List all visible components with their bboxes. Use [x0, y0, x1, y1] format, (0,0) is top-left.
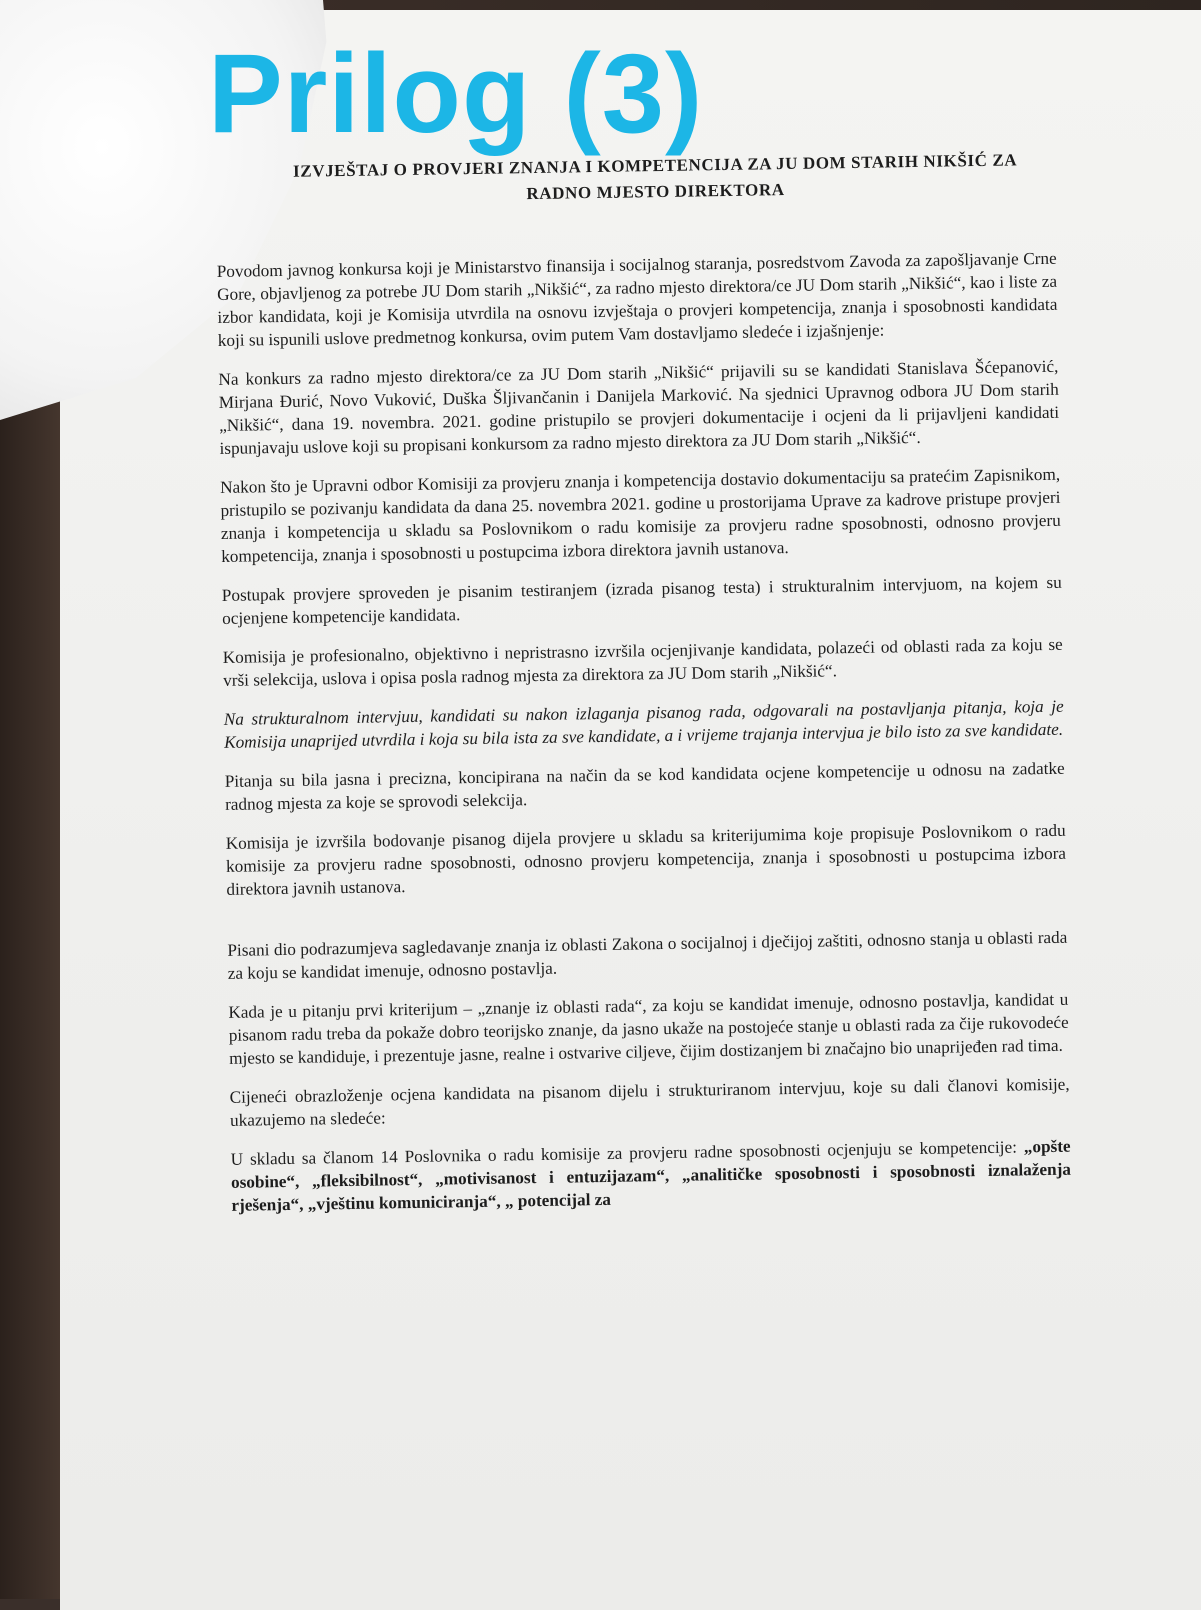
- paragraph-3: Nakon što je Upravni odbor Komisiji za provjeru znanja i kompetencija dostavio dokumentaciju sa pratećim Zapisnikom, pristupilo se pozivanju kandidata da dana 25. novembra 2021. godine u prostorijama Uprave za kadrove pristupe provjeri znanja i kompetencija u skladu sa Poslovnikom o radu komisije za provjeru radne sposobnosti, odnosno provjeru kompetencija, znanja i sposobnosti u postupcima izbora direktora javnih ustanova.: [219, 464, 1061, 566]
- paragraph-12-competencies: „opšte osobine“, „fleksibilnost“, „motivisanost i entuzijazam“, „analitičke sposobnosti i sposobnosti iznalaženja rješenja“, „vještinu komuniciranja“, „ potencijal za: [230, 1136, 1072, 1215]
- prilog-watermark: Prilog (3): [208, 31, 704, 156]
- paragraph-6: Na strukturalnom intervjuu, kandidati su nakon izlaganja pisanog rada, odgovarali na postavljanja pitanja, koja je Komisija unaprijed utvrdila i koja su bila ista za sve kandidate, a i vrijeme trajanja intervjua je bilo isto za sve kandidate.: [223, 696, 1064, 752]
- title-line-2: RADNO MJESTO DIREKTORA: [526, 180, 785, 204]
- paragraph-1: Povodom javnog konkursa koji je Ministarstvo finansija i socijalnog staranja, posredstvom Zavoda za zapošljavanje Crne Gore, objavljenog za potrebe JU Dom starih „Nikšić“, za radno mjesto direktora/ce JU Dom starih „Nikšić“, kao i liste za izbor kandidata, koji je Komisija utvrdila na osnovu izvještaja o provjeri kompetencija, znanja i sposobnosti kandidata koji su ispunili uslove predmetnog konkursa, ovim putem Vam dostavljamo sledeće i izjašnjenje:: [216, 248, 1058, 350]
- title-line-1: IZVJEŠTAJ O PROVJERI ZNANJA I KOMPETENCIJA ZA JU DOM STARIH NIKŠIĆ ZA: [292, 150, 1018, 181]
- paragraph-10: Kada je u pitanju prvi kriterijum – „znanje iz oblasti rada“, za koju se kandidat imenuje, odnosno postavlja, kandidat u pisanom radu treba da pokaže dobro teorijsko znanje, da jasno ukaže na postojeće stanje u oblasti rada za čije rukovodeće mjesto se kandiduje, i prezentuje jasne, realne i ostvarive ciljeve, čijim dostizanjem bi značajno bio unaprijeđen rad tima.: [228, 989, 1069, 1068]
- paragraph-12-intro: U skladu sa članom 14 Poslovnika o radu komisije za provjeru radne sposobnosti ocjenjuju se kompetencije:: [230, 1137, 1024, 1169]
- document-title: [255, 147, 1056, 212]
- paragraph-9: Pisani dio podrazumjeva sagledavanje znanja iz oblasti Zakona o socijalnoj i dječijoj zaštiti, odnosno stanja u oblasti rada za koju se kandidat imenuje, odnosno postavlja.: [227, 927, 1068, 983]
- document-body: [215, 147, 1072, 1233]
- paragraph-4: Postupak provjere sproveden je pisanim testiranjem (izrada pisanog testa) i strukturalnim intervjuom, na kojem su ocjenjene kompetencije kandidata.: [221, 572, 1062, 628]
- paragraph-7: Pitanja su bila jasna i precizna, koncipirana na način da se kod kandidata ocjene kompetencije u odnosu na zadatke radnog mjesta za koje se sprovodi selekcija.: [224, 758, 1065, 814]
- paragraph-8: Komisija je izvršila bodovanje pisanog dijela provjere u skladu sa kriterijumima koje propisuje Poslovnikom o radu komisije za provjeru radne sposobnosti, odnosno provjeru kompetencija, znanja i sposobnosti u postupcima izbora direktora javnih ustanova.: [225, 820, 1067, 899]
- paragraph-12: [231, 1135, 1072, 1217]
- paragraph-11: Cijeneći obrazloženje ocjena kandidata na pisanom dijelu i strukturiranom intervjuu, koje su dali članovi komisije, ukazujemo na sledeće:: [229, 1074, 1070, 1130]
- paragraph-2: Na konkurs za radno mjesto direktora/ce za JU Dom starih „Nikšić“ prijavili su se kandidati Stanislava Šćepanović, Mirjana Đurić, Novo Vuković, Duška Šljivančanin i Danijela Marković. Na sjednici Upravnog odbora JU Dom starih „Nikšić“, dana 19. novembra. 2021. godine pristupilo se provjeri dokumentacije i ocjeni da li prijavljeni kandidati ispunjavaju uslove koji su propisani konkursom za radno mjesto direktora za JU Dom starih „Nikšić“.: [218, 356, 1060, 458]
- paragraph-5: Komisija je profesionalno, objektivno i nepristrasno izvršila ocjenjivanje kandidata, polazeći od oblasti rada za koju se vrši selekcija, uslova i opisa posla radnog mjesta za direktora za JU Dom starih „Nikšić“.: [222, 634, 1063, 690]
